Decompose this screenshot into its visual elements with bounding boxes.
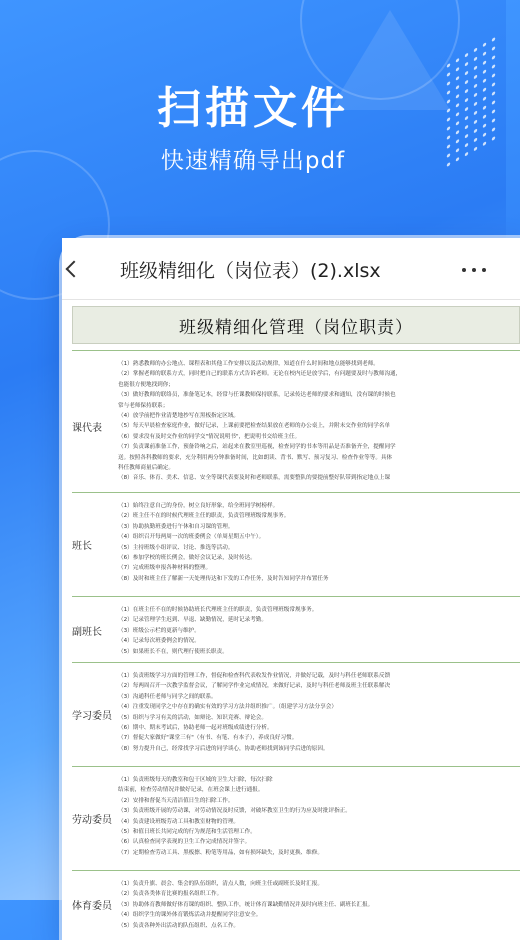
duty-line: （1）负责升旗、晨会、集会的队伍组织，清点人数，向班主任或副班长及时汇报。 (118, 881, 323, 887)
duty-line: （5）和值日班长共同完成的行为规范和生活管理工作。 (118, 829, 256, 836)
role-label: 课代表 (72, 423, 102, 434)
duty-line: （5）如果班长不在，则代理行使班长职责。 (118, 648, 228, 655)
duty-line: （8）努力提升自己，经常找学习后进的同学谈心，协助老师找到该同学后进的原因。 (118, 745, 329, 752)
duty-line: （7）负责课前准备工作，预备铃响之后，站起来在教室里巡视，检查同学的书本等用品是否准备齐全，提醒同学 (118, 444, 396, 451)
duty-line: 科任教师商量后确定。 (118, 465, 174, 472)
duty-line: （5）负责各种外出活动的队伍组织、点名工作。 (118, 922, 240, 929)
duty-line: （6）要求没有及时交作业的同学交"情况说明书"，把说明书交给班主任。 (118, 433, 301, 440)
role-label: 体育委员 (72, 901, 112, 912)
duty-line: （2）记录管理学生迟到、早退、缺勤情况，延时记录考勤。 (118, 617, 267, 624)
duty-line: （7）定期检查劳动工具、黑板擦、粉笔等用品，如有损坏缺失，及时更换、维修。 (118, 849, 323, 856)
back-arrow-icon[interactable] (66, 261, 83, 278)
duty-line: （3）协助执勤班委进行午休和自习课的管理。 (118, 523, 234, 530)
duty-line: （1）负责班级每天的教室和包干区域的卫生大扫除，每次扫除 (118, 777, 273, 783)
sheet-title: 班级精细化管理（岗位职责） (72, 306, 520, 344)
table-row (72, 662, 520, 762)
duty-line: （5）每天早晨检查家庭作业，做好记录，上课前要把检查结果放在老师的办公桌上，并附未交作业的同学名单 (118, 423, 391, 430)
role-label: 劳动委员 (72, 815, 112, 826)
duty-line: 送。按照各科教师的要求，充分利用两分钟准备时间，比如朗读、背书、默写、预习复习、检查作业等等。具体 (118, 454, 393, 461)
duty-line: （8）音乐、体育、美术、信息、安全等课代表要及时和老师联系，需要整队的要提前整好队带到指定地点上课 (118, 475, 391, 482)
duty-line: （1）负责班级学习方面的管理工作，督促和检查科代表收发作业情况，并做好记载，及时与科任老师联系反馈 (118, 673, 391, 679)
table-row (72, 350, 520, 490)
duty-line: （3）负责班级开展的劳动课，对劳动情况及时反馈，对破坏教室卫生的行为应及时批评指正。 (118, 808, 351, 815)
duty-line: （6）认真检查同学表现的卫生工作完成情况并签字。 (118, 839, 251, 846)
duty-list (118, 605, 520, 657)
table-row (72, 766, 520, 866)
duty-line: （2）掌握老师的联系方式，同时把自己的联系方式告诉老师。无论在校内还是放学后，有问题要及时与教师沟通， (118, 371, 402, 378)
duty-line: （2）安排和督促当天清洁值日生的扫除工作。 (118, 797, 234, 804)
duty-line: （5）主持班级小组评议、讨论、推选等活动。 (118, 544, 234, 551)
duty-list (118, 775, 520, 858)
duty-line: （4）注重发现同学之中存在的确实有效的学习方法并组织推广。（组建学习方法分享会） (118, 704, 337, 711)
duty-line: 常与老师保持联系； (118, 402, 169, 409)
duty-list (118, 501, 520, 584)
duty-list (118, 879, 520, 931)
duty-line: （4）组织召开每两周一次的班委例会（单周星期五中午）。 (118, 534, 265, 541)
duty-line: 结束前，检查劳动情况并做好记录，在班会课上进行通报。 (118, 787, 264, 794)
table-row (72, 870, 520, 940)
duty-line: （6）期中、期末考试后，协助老师一起对班级成绩进行分析。 (118, 725, 273, 732)
duty-line: （3）沟通科任老师与同学之间的联系。 (118, 693, 217, 700)
duty-line: （6）参加学校的班长例会，做好会议记录，及时传达。 (118, 555, 256, 562)
hero-title: 扫描文件 (157, 83, 349, 134)
duty-line: （8）及时和班主任了解新一天处理传达和下发的工作任务，及时告知同学并布置任务 (118, 575, 329, 582)
duty-line: （3）做好教师的联络员，准备笔记本，经常与任课教师保持联系，记录传达老师的要求和通知，没有课的时候也 (118, 392, 396, 399)
duty-line: （1）在班主任不在的时候协助班长代理班主任的职责，负责管理班级常规事务。 (118, 607, 318, 613)
role-label: 学习委员 (72, 711, 112, 722)
role-label: 班长 (72, 541, 92, 552)
duty-line: （3）班级公示栏的更新与维护。 (118, 627, 200, 634)
document-title: 班级精细化（岗位表）(2).xlsx (120, 260, 381, 282)
duty-list (118, 671, 520, 754)
phone-mockup (62, 238, 520, 938)
hero-subtitle: 快速精确导出pdf (160, 148, 346, 174)
table-row (72, 596, 520, 660)
duty-line: （5）组织与学习有关的活动，如辩论、知识竞赛、辩论会。 (118, 714, 267, 721)
table-row (72, 492, 520, 592)
more-options-icon[interactable] (462, 268, 486, 272)
duty-line: （1）熟悉教师的办公地点、课程表和其他工作安排以及活动规律，知道在什么时间和地点能够找到老师。 (118, 361, 379, 367)
document-toolbar (62, 238, 520, 300)
duty-line: （4）负责建设班级劳动工具和教室财物的管理。 (118, 818, 240, 825)
spreadsheet-view[interactable] (62, 300, 520, 940)
duty-line: （2）班主任不在的时候代理班主任的职责，负责管理班级常规事务。 (118, 513, 290, 520)
duty-list (118, 359, 520, 484)
duty-line: （3）协助体育教师做好体育课的组织、整队工作，统计体育课缺勤情况并及时向班主任、副班长汇报。 (118, 901, 374, 908)
duty-line: （4）记录每次班委例会的情况。 (118, 638, 200, 645)
promo-header (0, 0, 506, 245)
duty-line: （2）每两周召开一次教学监督会议，了解同学作业完成情况，来做好记录，及时与科任老师及班主任联系解决 (118, 683, 391, 690)
duty-line: （7）完成班级申报各种材料的整理。 (118, 565, 212, 572)
role-label: 副班长 (72, 627, 102, 638)
duty-line: （7）督促大家做好"课堂三有"（有书、有笔、有本子），养成良好习惯。 (118, 735, 298, 742)
duty-line: （4）放学前把作业清楚地抄写在黑板指定区域。 (118, 413, 240, 420)
duty-line: 也能很方便地找到你； (118, 381, 174, 388)
duty-line: （2）负责各类体育比赛的报名组织工作。 (118, 891, 223, 898)
duty-line: （4）组织学生的课外体育锻炼活动并提醒同学注意安全。 (118, 912, 262, 919)
duty-line: （1）始终注意自己的身份，树立良好形象，给全班同学树榜样。 (118, 503, 279, 509)
